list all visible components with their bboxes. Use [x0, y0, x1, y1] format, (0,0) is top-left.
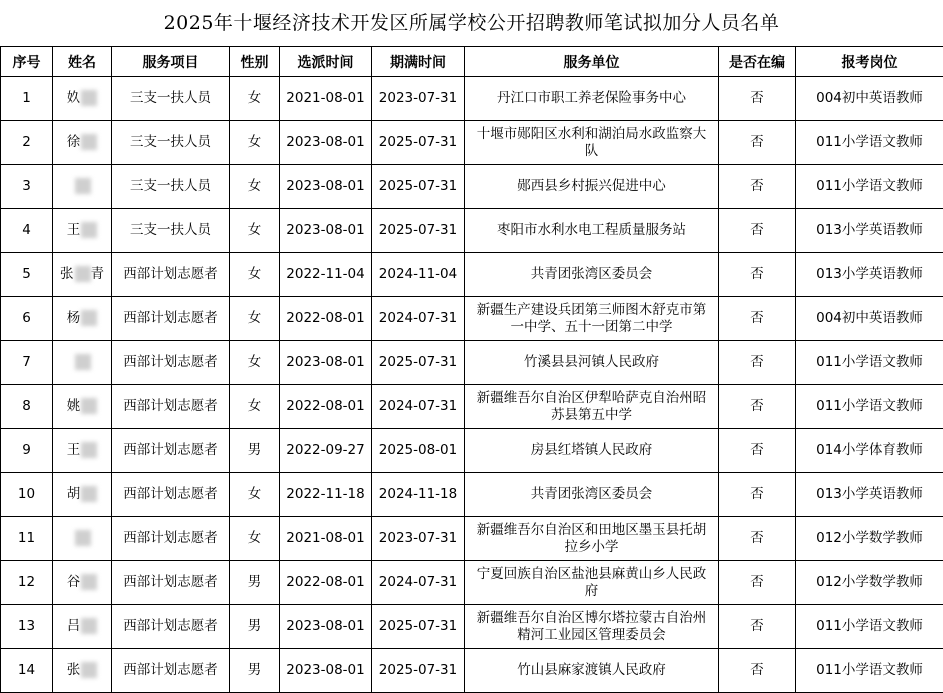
cell-name	[53, 253, 112, 297]
cell-staff: 否	[719, 385, 796, 429]
redaction-blur	[81, 574, 97, 590]
cell-no: 9	[1, 429, 53, 473]
name-text: 胡	[66, 486, 81, 502]
cell-end: 2025-07-31	[372, 605, 465, 649]
name-text: 吕	[66, 618, 81, 634]
header-no: 序号	[1, 47, 53, 77]
cell-end: 2025-07-31	[372, 341, 465, 385]
cell-post: 011小学语文教师	[796, 385, 943, 429]
header-end: 期满时间	[372, 47, 465, 77]
name-text: 张	[60, 266, 74, 282]
cell-gender: 女	[230, 121, 280, 165]
cell-no: 7	[1, 341, 53, 385]
cell-project: 三支一扶人员	[112, 165, 230, 209]
cell-gender: 女	[230, 297, 280, 341]
cell-start: 2023-08-01	[280, 209, 372, 253]
table-header-row	[1, 47, 943, 77]
name-text: 杨	[66, 310, 81, 326]
table-row	[1, 649, 943, 693]
redaction-blur	[81, 134, 97, 150]
redaction-blur	[75, 354, 91, 370]
cell-name	[53, 605, 112, 649]
header-unit: 服务单位	[465, 47, 719, 77]
cell-end: 2025-07-31	[372, 121, 465, 165]
redaction-blur	[81, 662, 97, 678]
cell-staff: 否	[719, 209, 796, 253]
cell-end: 2024-07-31	[372, 385, 465, 429]
cell-unit: 丹江口市职工养老保险事务中心	[465, 77, 719, 121]
cell-end: 2025-07-31	[372, 649, 465, 693]
cell-start: 2022-11-18	[280, 473, 372, 517]
cell-gender: 男	[230, 649, 280, 693]
cell-unit: 新疆生产建设兵团第三师图木舒克市第一中学、五十一团第二中学	[465, 297, 719, 341]
cell-unit: 房县红塔镇人民政府	[465, 429, 719, 473]
cell-no: 1	[1, 77, 53, 121]
cell-unit: 竹山县麻家渡镇人民政府	[465, 649, 719, 693]
cell-name	[53, 165, 112, 209]
cell-gender: 男	[230, 605, 280, 649]
cell-gender: 男	[230, 429, 280, 473]
cell-project: 西部计划志愿者	[112, 561, 230, 605]
cell-unit: 新疆维吾尔自治区和田地区墨玉县托胡拉乡小学	[465, 517, 719, 561]
cell-project: 西部计划志愿者	[112, 253, 230, 297]
cell-end: 2024-07-31	[372, 561, 465, 605]
cell-no: 3	[1, 165, 53, 209]
table-row	[1, 429, 943, 473]
cell-name	[53, 121, 112, 165]
name-text: 徐	[66, 134, 81, 150]
cell-name	[53, 341, 112, 385]
cell-name	[53, 517, 112, 561]
cell-staff: 否	[719, 341, 796, 385]
cell-end: 2025-07-31	[372, 165, 465, 209]
name-tail-text: 青	[90, 266, 104, 282]
name-text: 王	[66, 222, 81, 238]
cell-post: 011小学语文教师	[796, 649, 943, 693]
cell-unit: 宁夏回族自治区盐池县麻黄山乡人民政府	[465, 561, 719, 605]
cell-staff: 否	[719, 165, 796, 209]
cell-no: 6	[1, 297, 53, 341]
redaction-blur	[81, 618, 97, 634]
cell-staff: 否	[719, 77, 796, 121]
header-post: 报考岗位	[796, 47, 943, 77]
cell-staff: 否	[719, 517, 796, 561]
cell-start: 2021-08-01	[280, 77, 372, 121]
cell-post: 011小学语文教师	[796, 605, 943, 649]
cell-no: 10	[1, 473, 53, 517]
cell-project: 西部计划志愿者	[112, 649, 230, 693]
redaction-blur	[75, 178, 91, 194]
table-row	[1, 121, 943, 165]
cell-start: 2022-09-27	[280, 429, 372, 473]
cell-no: 12	[1, 561, 53, 605]
cell-unit: 竹溪县县河镇人民政府	[465, 341, 719, 385]
cell-start: 2021-08-01	[280, 517, 372, 561]
cell-name	[53, 473, 112, 517]
header-staff: 是否在编	[719, 47, 796, 77]
cell-post: 014小学体育教师	[796, 429, 943, 473]
cell-post: 013小学英语教师	[796, 209, 943, 253]
name-text: 谷	[66, 574, 81, 590]
cell-unit: 共青团张湾区委员会	[465, 473, 719, 517]
cell-post: 011小学语文教师	[796, 121, 943, 165]
cell-start: 2022-11-04	[280, 253, 372, 297]
cell-staff: 否	[719, 297, 796, 341]
table-row	[1, 209, 943, 253]
redaction-blur	[75, 530, 91, 546]
candidate-table	[0, 46, 943, 693]
table-row	[1, 561, 943, 605]
cell-post: 004初中英语教师	[796, 297, 943, 341]
cell-project: 西部计划志愿者	[112, 429, 230, 473]
cell-staff: 否	[719, 253, 796, 297]
table-row	[1, 517, 943, 561]
name-text: 王	[66, 442, 81, 458]
cell-start: 2023-08-01	[280, 165, 372, 209]
cell-post: 011小学语文教师	[796, 341, 943, 385]
name-text: 姚	[66, 398, 81, 414]
cell-project: 西部计划志愿者	[112, 341, 230, 385]
cell-project: 西部计划志愿者	[112, 297, 230, 341]
table-row	[1, 605, 943, 649]
cell-gender: 女	[230, 253, 280, 297]
cell-post: 013小学英语教师	[796, 473, 943, 517]
cell-name	[53, 649, 112, 693]
cell-name	[53, 297, 112, 341]
name-text: 奺	[66, 90, 81, 106]
cell-gender: 女	[230, 77, 280, 121]
cell-staff: 否	[719, 605, 796, 649]
table-row	[1, 165, 943, 209]
cell-staff: 否	[719, 473, 796, 517]
cell-project: 三支一扶人员	[112, 209, 230, 253]
cell-no: 8	[1, 385, 53, 429]
name-text: 张	[66, 662, 81, 678]
cell-post: 004初中英语教师	[796, 77, 943, 121]
cell-name	[53, 429, 112, 473]
cell-gender: 女	[230, 517, 280, 561]
redaction-blur	[81, 90, 97, 106]
cell-unit: 枣阳市水利水电工程质量服务站	[465, 209, 719, 253]
header-project: 服务项目	[112, 47, 230, 77]
cell-no: 4	[1, 209, 53, 253]
cell-start: 2023-08-01	[280, 341, 372, 385]
table-row	[1, 297, 943, 341]
cell-post: 012小学数学教师	[796, 561, 943, 605]
cell-end: 2023-07-31	[372, 517, 465, 561]
cell-project: 西部计划志愿者	[112, 473, 230, 517]
cell-gender: 男	[230, 561, 280, 605]
cell-unit: 新疆维吾尔自治区博尔塔拉蒙古自治州精河工业园区管理委员会	[465, 605, 719, 649]
cell-no: 13	[1, 605, 53, 649]
cell-name	[53, 77, 112, 121]
cell-name	[53, 209, 112, 253]
redaction-blur	[75, 266, 91, 282]
redaction-blur	[81, 442, 97, 458]
header-start: 选派时间	[280, 47, 372, 77]
cell-project: 西部计划志愿者	[112, 385, 230, 429]
cell-gender: 女	[230, 473, 280, 517]
redaction-blur	[81, 486, 97, 502]
cell-start: 2023-08-01	[280, 121, 372, 165]
cell-start: 2022-08-01	[280, 561, 372, 605]
cell-post: 013小学英语教师	[796, 253, 943, 297]
cell-end: 2025-07-31	[372, 209, 465, 253]
cell-no: 2	[1, 121, 53, 165]
cell-name	[53, 385, 112, 429]
cell-unit: 十堰市郧阳区水利和湖泊局水政监察大队	[465, 121, 719, 165]
cell-unit: 新疆维吾尔自治区伊犁哈萨克自治州昭苏县第五中学	[465, 385, 719, 429]
page-title: 2025年十堰经济技术开发区所属学校公开招聘教师笔试拟加分人员名单	[163, 12, 780, 34]
cell-staff: 否	[719, 429, 796, 473]
cell-post: 012小学数学教师	[796, 517, 943, 561]
cell-end: 2024-11-04	[372, 253, 465, 297]
table-row	[1, 341, 943, 385]
cell-start: 2022-08-01	[280, 385, 372, 429]
cell-end: 2023-07-31	[372, 77, 465, 121]
cell-no: 11	[1, 517, 53, 561]
cell-end: 2024-07-31	[372, 297, 465, 341]
cell-project: 三支一扶人员	[112, 77, 230, 121]
cell-unit: 共青团张湾区委员会	[465, 253, 719, 297]
cell-project: 三支一扶人员	[112, 121, 230, 165]
cell-no: 5	[1, 253, 53, 297]
cell-gender: 女	[230, 209, 280, 253]
cell-name	[53, 561, 112, 605]
cell-start: 2022-08-01	[280, 297, 372, 341]
redaction-blur	[81, 222, 97, 238]
header-name: 姓名	[53, 47, 112, 77]
cell-start: 2023-08-01	[280, 605, 372, 649]
redaction-blur	[81, 398, 97, 414]
cell-start: 2023-08-01	[280, 649, 372, 693]
header-gender: 性别	[230, 47, 280, 77]
table-row	[1, 385, 943, 429]
table-row	[1, 253, 943, 297]
cell-post: 011小学语文教师	[796, 165, 943, 209]
table-row	[1, 473, 943, 517]
cell-gender: 女	[230, 341, 280, 385]
cell-project: 西部计划志愿者	[112, 517, 230, 561]
cell-gender: 女	[230, 385, 280, 429]
cell-staff: 否	[719, 561, 796, 605]
table-row	[1, 77, 943, 121]
cell-no: 14	[1, 649, 53, 693]
redaction-blur	[81, 310, 97, 326]
cell-gender: 女	[230, 165, 280, 209]
cell-project: 西部计划志愿者	[112, 605, 230, 649]
cell-end: 2025-08-01	[372, 429, 465, 473]
cell-staff: 否	[719, 649, 796, 693]
cell-end: 2024-11-18	[372, 473, 465, 517]
cell-staff: 否	[719, 121, 796, 165]
cell-unit: 郧西县乡村振兴促进中心	[465, 165, 719, 209]
